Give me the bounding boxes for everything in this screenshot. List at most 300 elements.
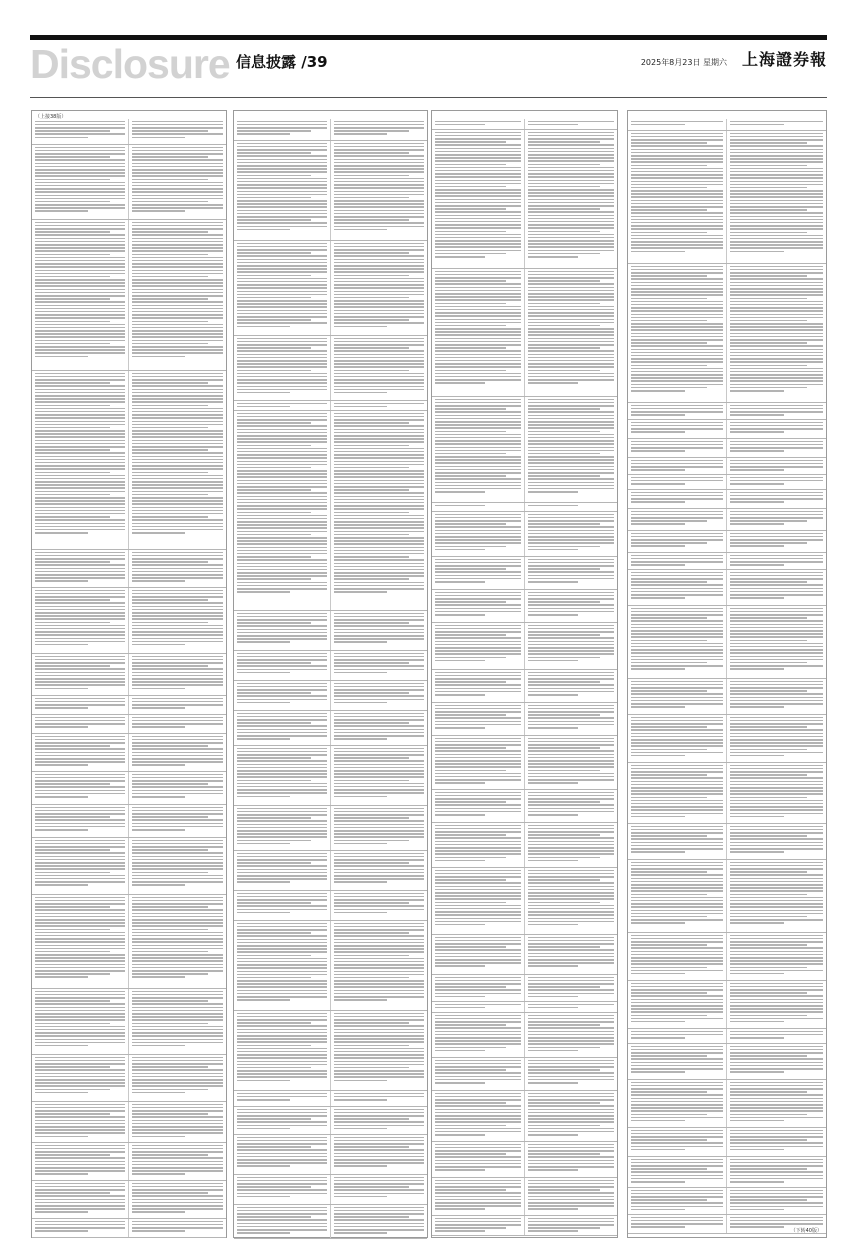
text-line [237, 751, 327, 753]
text-line [334, 133, 387, 135]
text-line [237, 653, 327, 655]
text-line [35, 472, 110, 474]
text-line [730, 483, 784, 485]
text-line [35, 656, 125, 658]
text-line [435, 688, 521, 690]
text-line [631, 349, 723, 351]
text-line [730, 1196, 823, 1198]
text-line [528, 1018, 615, 1020]
original-clause-cell [628, 1044, 727, 1079]
text-line [132, 748, 223, 750]
text-line [435, 405, 521, 407]
text-line [334, 184, 425, 186]
text-line [132, 1161, 223, 1163]
revised-clause-cell [727, 1188, 826, 1214]
revised-clause-cell [129, 838, 226, 894]
clause-row [32, 119, 226, 145]
text-line [528, 953, 615, 955]
text-line [435, 879, 506, 881]
text-line [631, 851, 685, 853]
text-line [528, 1128, 615, 1130]
text-line [35, 336, 125, 338]
text-line [334, 1019, 425, 1021]
text-line [132, 133, 223, 135]
text-line [435, 421, 521, 423]
text-line [528, 277, 615, 279]
text-line [435, 491, 485, 493]
text-line [35, 701, 125, 703]
text-line [237, 980, 327, 982]
text-line [334, 470, 425, 472]
clause-row [628, 981, 826, 1029]
continued-to-note: （下转40版） [790, 1228, 822, 1234]
text-line [528, 1189, 600, 1191]
text-line [35, 179, 110, 181]
text-line [237, 767, 327, 769]
text-line [132, 1079, 223, 1081]
revised-clause-cell [525, 703, 618, 735]
text-line [35, 121, 125, 123]
text-line [528, 1199, 615, 1201]
text-line [730, 1171, 823, 1173]
text-line [435, 1166, 521, 1168]
text-line [132, 997, 223, 999]
text-line [35, 1186, 125, 1188]
text-line [631, 405, 723, 407]
text-line [237, 534, 311, 536]
revised-clause-cell [727, 131, 826, 263]
text-line [730, 662, 807, 664]
text-line [334, 811, 425, 813]
clause-row [432, 703, 617, 736]
text-line [528, 956, 615, 958]
text-line [730, 374, 823, 376]
text-line [631, 1088, 723, 1090]
text-line [237, 905, 327, 907]
text-line [528, 601, 600, 603]
text-line [132, 564, 223, 566]
text-line [631, 320, 707, 322]
text-line [631, 581, 707, 583]
text-line [730, 520, 807, 522]
text-line [334, 181, 425, 183]
clause-row [628, 490, 826, 509]
text-line [730, 542, 807, 544]
text-line [237, 1045, 311, 1047]
text-line [631, 777, 723, 779]
text-line [35, 793, 125, 795]
text-line [631, 511, 723, 513]
text-line [730, 989, 823, 991]
text-line [237, 297, 311, 299]
text-line [435, 831, 521, 833]
text-line [435, 724, 521, 726]
text-line [730, 463, 823, 465]
text-line [528, 1150, 615, 1152]
text-line [334, 662, 409, 664]
text-line [528, 770, 600, 772]
text-line [631, 355, 723, 357]
text-line [730, 558, 823, 560]
text-line [237, 556, 311, 558]
text-line [435, 148, 521, 150]
clause-row [628, 763, 826, 824]
text-line [237, 505, 327, 507]
text-line [237, 1223, 327, 1225]
original-clause-cell [234, 891, 331, 920]
text-line [334, 1016, 425, 1018]
text-line [730, 970, 823, 972]
text-line [132, 612, 223, 614]
revised-clause-cell [129, 1219, 226, 1237]
text-line [35, 405, 110, 407]
text-line [237, 303, 327, 305]
text-line [631, 171, 723, 173]
text-line [35, 780, 125, 782]
text-line [435, 549, 485, 551]
text-line [132, 593, 223, 595]
text-line [631, 1011, 723, 1013]
text-line [237, 1149, 327, 1151]
text-line [528, 949, 615, 951]
text-line [132, 684, 223, 686]
text-line [631, 193, 723, 195]
text-line [334, 869, 425, 871]
text-line [435, 408, 506, 410]
text-line [35, 925, 125, 927]
text-line [730, 1136, 823, 1138]
revised-clause-cell [727, 490, 826, 508]
text-line [237, 165, 327, 167]
text-line [334, 1112, 425, 1114]
text-line [730, 868, 823, 870]
text-line [631, 1162, 723, 1164]
text-line [435, 776, 521, 778]
text-line [334, 1099, 387, 1101]
text-line [631, 693, 723, 695]
text-line [730, 174, 823, 176]
text-line [132, 881, 223, 883]
revised-clause-cell [727, 264, 826, 402]
text-line [631, 774, 707, 776]
text-line [334, 338, 425, 340]
text-line [35, 1092, 88, 1094]
text-line [730, 608, 823, 610]
clause-row [432, 1216, 617, 1236]
text-line [435, 183, 521, 185]
text-line [730, 1011, 823, 1013]
text-line [132, 906, 208, 908]
text-line [334, 518, 425, 520]
text-line [35, 558, 125, 560]
text-line [730, 203, 823, 205]
text-line [528, 466, 615, 468]
text-line [631, 646, 723, 648]
text-line [132, 945, 223, 947]
text-line [631, 790, 723, 792]
text-line [528, 306, 615, 308]
text-line [528, 472, 615, 474]
text-line [35, 1076, 125, 1078]
text-line [334, 669, 425, 671]
text-line [435, 418, 521, 420]
text-line [334, 977, 409, 979]
text-line [631, 266, 723, 268]
text-line [132, 810, 223, 812]
text-line [435, 469, 521, 471]
text-line [334, 291, 425, 293]
revised-clause-cell [525, 397, 618, 502]
text-line [334, 310, 425, 312]
text-line [435, 1224, 521, 1226]
text-line [237, 438, 327, 440]
text-line [435, 309, 521, 311]
text-line [631, 314, 723, 316]
text-line [334, 457, 425, 459]
text-line [35, 260, 125, 262]
original-clause-cell [628, 264, 727, 402]
text-line [334, 1159, 425, 1161]
text-line [237, 559, 327, 561]
text-line [528, 402, 615, 404]
text-line [132, 446, 223, 448]
text-line [132, 913, 223, 915]
clause-row [628, 860, 826, 933]
text-line [35, 247, 125, 249]
text-line [334, 379, 425, 381]
text-line [35, 865, 125, 867]
text-line [730, 913, 823, 915]
text-line [435, 536, 521, 538]
text-line [631, 558, 723, 560]
text-line [334, 1216, 409, 1218]
text-line [528, 766, 615, 768]
text-line [528, 434, 615, 436]
text-line [35, 379, 125, 381]
text-line [631, 720, 723, 722]
text-line [132, 922, 223, 924]
revised-clause-cell [727, 458, 826, 474]
text-line [631, 329, 723, 331]
text-line [237, 360, 327, 362]
text-line [334, 770, 425, 772]
text-line [132, 625, 223, 627]
text-line [132, 1035, 223, 1037]
text-line [528, 485, 615, 487]
text-line [631, 922, 685, 924]
text-line [631, 232, 707, 234]
text-line [435, 192, 521, 194]
revised-clause-cell [331, 1175, 428, 1204]
text-line [631, 832, 723, 834]
text-line [435, 814, 485, 816]
text-line [237, 738, 290, 740]
text-line [35, 198, 125, 200]
text-line [334, 905, 425, 907]
text-line [730, 152, 823, 154]
text-line [237, 585, 327, 587]
text-line [334, 699, 425, 701]
text-line [132, 742, 223, 744]
text-line [334, 376, 425, 378]
original-clause-cell [628, 131, 727, 263]
text-line [132, 884, 185, 886]
text-line [35, 414, 125, 416]
text-line [132, 121, 223, 123]
text-line [237, 1115, 327, 1117]
text-line [132, 618, 223, 620]
text-line [334, 297, 409, 299]
text-line [35, 922, 125, 924]
text-line [528, 996, 579, 998]
original-clause-cell [234, 141, 331, 240]
text-line [528, 530, 615, 532]
text-line [435, 1121, 521, 1123]
text-line [334, 820, 425, 822]
original-clause-cell [432, 1142, 525, 1177]
text-line [334, 659, 425, 661]
text-line [528, 1218, 615, 1220]
original-clause-cell [432, 823, 525, 867]
text-line [35, 266, 125, 268]
text-line [237, 770, 327, 772]
text-line [334, 1143, 425, 1145]
text-line [132, 465, 223, 467]
text-line [35, 295, 125, 297]
text-line [132, 398, 223, 400]
text-line [631, 133, 723, 135]
text-line [730, 960, 823, 962]
text-line [334, 422, 409, 424]
text-line [528, 370, 600, 372]
text-line [132, 201, 208, 203]
text-line [334, 445, 409, 447]
text-line [237, 1029, 327, 1031]
text-line [35, 228, 125, 230]
text-line [631, 477, 723, 479]
text-line [334, 955, 409, 957]
text-line [334, 392, 387, 394]
text-line [435, 770, 506, 772]
text-line [35, 1129, 125, 1131]
text-line [334, 262, 425, 264]
text-line [237, 725, 327, 727]
text-line [730, 235, 823, 237]
text-line [435, 798, 521, 800]
text-line [730, 736, 823, 738]
text-line [730, 640, 807, 642]
text-line [237, 1099, 290, 1101]
text-line [631, 358, 723, 360]
text-line [730, 469, 784, 471]
text-line [528, 886, 615, 888]
text-line [528, 1186, 615, 1188]
text-line [35, 352, 125, 354]
text-line [631, 1046, 723, 1048]
clause-row [432, 790, 617, 823]
original-clause-cell [234, 711, 331, 745]
text-line [132, 964, 223, 966]
revised-clause-cell [129, 1181, 226, 1218]
text-line [35, 602, 125, 604]
text-line [730, 1085, 823, 1087]
text-line [730, 999, 823, 1001]
text-line [237, 1048, 327, 1050]
text-line [334, 830, 425, 832]
text-line [132, 389, 223, 391]
text-line [528, 902, 600, 904]
text-line [334, 808, 425, 810]
text-line [237, 197, 311, 199]
clause-row [234, 241, 427, 336]
text-line [237, 1080, 290, 1082]
text-line [237, 843, 290, 845]
text-line [528, 993, 615, 995]
text-line [730, 408, 823, 410]
text-line [237, 926, 327, 928]
text-line [528, 644, 615, 646]
text-line [132, 494, 208, 496]
text-line [435, 199, 521, 201]
text-line [730, 842, 823, 844]
text-line [334, 149, 425, 151]
text-line [631, 1199, 707, 1201]
text-line [35, 1013, 125, 1015]
text-line [35, 459, 125, 461]
text-line [334, 653, 425, 655]
text-line [237, 817, 311, 819]
text-line [631, 1226, 685, 1228]
text-line [35, 1104, 125, 1106]
text-line [132, 408, 223, 410]
text-line [334, 543, 425, 545]
text-line [132, 1007, 223, 1009]
text-line [35, 532, 88, 534]
text-line [132, 897, 223, 899]
text-line [237, 389, 327, 391]
text-line [237, 619, 327, 621]
text-line [334, 767, 425, 769]
text-line [132, 786, 223, 788]
text-line [435, 360, 521, 362]
text-line [132, 295, 223, 297]
text-line [334, 1064, 425, 1066]
text-line [237, 1112, 327, 1114]
revised-clause-cell [331, 611, 428, 650]
text-line [132, 951, 208, 953]
text-line [528, 211, 615, 213]
text-line [528, 598, 615, 600]
text-line [435, 202, 521, 204]
text-line [730, 784, 823, 786]
text-line [435, 253, 506, 255]
text-line [334, 243, 425, 245]
text-line [528, 825, 615, 827]
text-line [730, 225, 823, 227]
text-line [528, 1082, 579, 1084]
text-line [35, 625, 125, 627]
text-line [35, 1211, 88, 1213]
text-line [528, 1192, 615, 1194]
text-line [435, 450, 521, 452]
text-line [631, 155, 723, 157]
text-line [730, 247, 823, 249]
original-clause-cell [628, 715, 727, 762]
text-line [631, 1133, 723, 1135]
text-line [435, 208, 506, 210]
text-line [730, 826, 823, 828]
text-line [435, 1169, 485, 1171]
